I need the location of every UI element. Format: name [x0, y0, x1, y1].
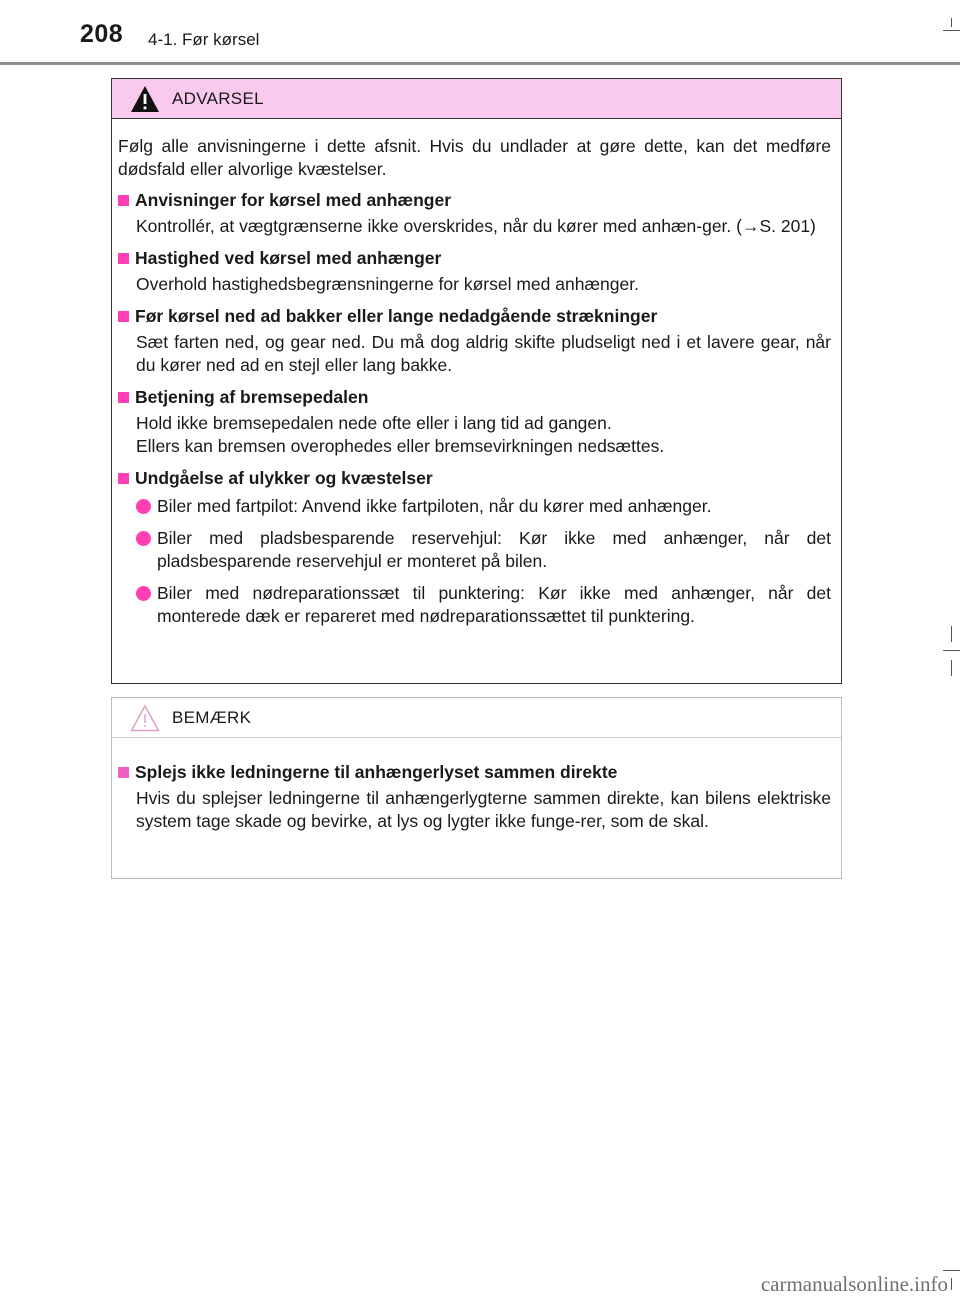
square-bullet-icon [118, 311, 129, 322]
warning-item [118, 386, 831, 458]
crop-mark [951, 660, 952, 676]
item-text: Sæt farten ned, og gear ned. Du må dog aldrig skifte pludseligt ned i et lavere gear, når du kører ned ad en stejl eller lang bakke. [136, 332, 831, 375]
notice-header [112, 698, 841, 738]
square-bullet-icon [118, 473, 129, 484]
crop-mark [943, 1270, 960, 1271]
watermark: carmanualsonline.info [760, 1272, 948, 1296]
bullet-text: Biler med pladsbesparende reservehjul: Kør ikke med anhænger, når det pladsbesparende reservehjul er monteret på bilen. [157, 528, 831, 571]
warning-item [118, 247, 831, 296]
header-rule [0, 62, 960, 65]
item-text [136, 412, 831, 458]
crop-mark [951, 1278, 952, 1290]
caution-triangle-icon [130, 704, 160, 732]
warning-body [112, 119, 841, 628]
circle-bullet-icon [136, 499, 151, 514]
bullet-text: Biler med nødreparationssæt til punktering: Kør ikke med anhænger, når det monterede dæk er repareret med nødreparationssættet til punktering. [157, 583, 831, 626]
bullet-item [136, 582, 831, 628]
square-bullet-icon [118, 253, 129, 264]
warning-box [111, 78, 842, 684]
warning-item [118, 305, 831, 377]
bullet-item [136, 527, 831, 573]
bullet-item [136, 495, 831, 518]
item-text-line: Ellers kan bremsen overophedes eller bremsevirkningen nedsættes. [136, 436, 665, 456]
item-heading: Anvisninger for kørsel med anhænger [135, 190, 452, 210]
item-heading: Hastighed ved kørsel med anhænger [135, 248, 442, 268]
warning-item [118, 467, 831, 628]
square-bullet-icon [118, 767, 129, 778]
warning-header [112, 79, 841, 119]
crop-mark [951, 18, 952, 27]
warning-item [118, 189, 831, 238]
square-bullet-icon [118, 392, 129, 403]
crop-mark [943, 650, 960, 651]
warning-intro: Følg alle anvisningerne i dette afsnit. Hvis du undlader at gøre dette, kan det medføre dødsfald eller alvorlige kvæstelser. [118, 136, 831, 179]
section-title: 4-1. Før kørsel [148, 30, 260, 49]
circle-bullet-icon [136, 531, 151, 546]
item-heading: Undgåelse af ulykker og kvæstelser [135, 468, 433, 488]
notice-body [112, 738, 841, 833]
notice-item [118, 761, 831, 833]
warning-triangle-icon [130, 85, 160, 113]
square-bullet-icon [118, 195, 129, 206]
item-heading: Splejs ikke ledningerne til anhængerlyset sammen direkte [135, 762, 618, 782]
notice-box [111, 697, 842, 879]
crop-mark [943, 30, 960, 31]
page-number: 208 [80, 20, 124, 48]
crop-mark [951, 626, 952, 642]
item-text: Kontrollér, at vægtgrænserne ikke overskrides, når du kører med anhæn-ger. (→S. 201) [136, 216, 816, 236]
warning-title: ADVARSEL [172, 88, 264, 108]
item-heading: Før kørsel ned ad bakker eller lange nedadgående strækninger [135, 306, 658, 326]
item-text: Overhold hastighedsbegrænsningerne for kørsel med anhænger. [136, 274, 639, 294]
item-heading: Betjening af bremsepedalen [135, 387, 369, 407]
item-text: Hvis du splejser ledningerne til anhængerlygterne sammen direkte, kan bilens elektriske system tage skade og bevirke, at lys og lygter ikke funge-rer, som de skal. [136, 788, 831, 831]
item-text-line: Hold ikke bremsepedalen nede ofte eller i lang tid ad gangen. [136, 413, 612, 433]
notice-title: BEMÆRK [172, 707, 252, 727]
circle-bullet-icon [136, 586, 151, 601]
bullet-text: Biler med fartpilot: Anvend ikke fartpiloten, når du kører med anhænger. [157, 496, 712, 516]
